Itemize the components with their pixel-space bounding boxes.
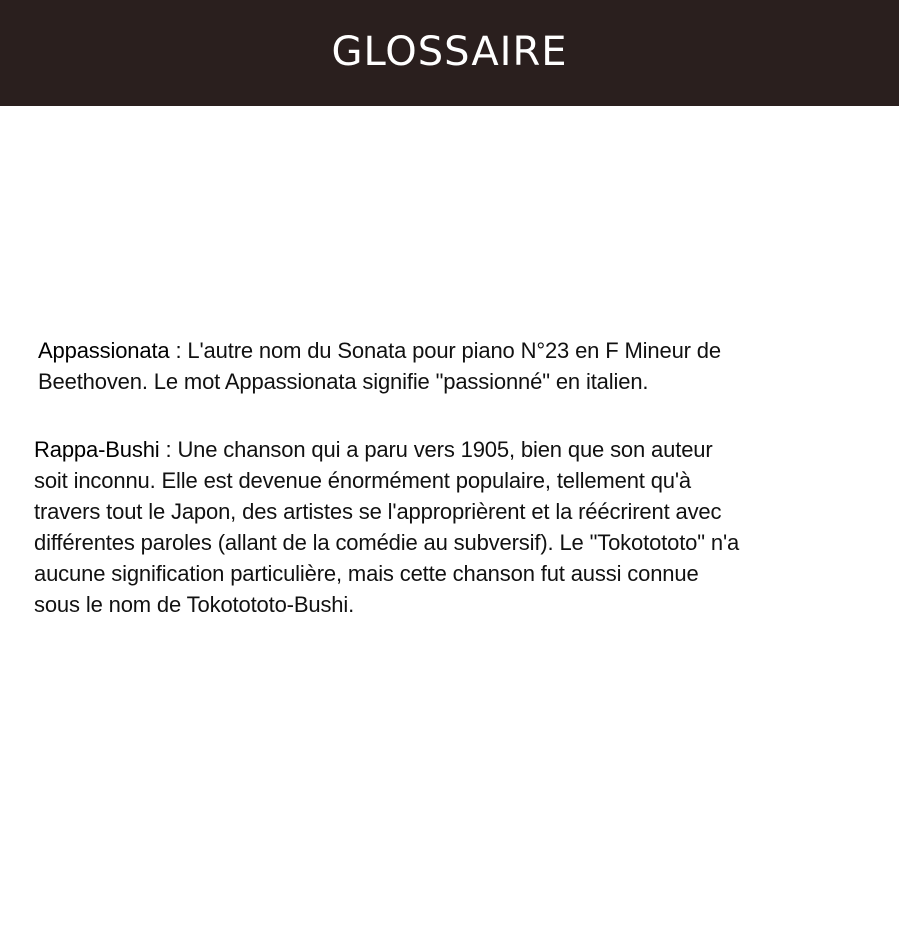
glossary-header <box>0 0 899 106</box>
glossary-entry-rappa-bushi <box>34 434 879 620</box>
definition-line: Beethoven. Le mot Appassionata signifie "passionné" en italien. <box>38 369 649 394</box>
term-separator: : <box>159 437 178 462</box>
glossary-term: Appassionata <box>38 338 170 363</box>
definition-line: différentes paroles (allant de la comédie au subversif). Le "Tokotototo" n'a <box>34 530 740 555</box>
glossary-term: Rappa-Bushi <box>34 437 160 462</box>
definition-line: Une chanson qui a paru vers 1905, bien que son auteur <box>177 437 713 462</box>
definition-line: aucune signification particulière, mais cette chanson fut aussi connue <box>34 561 699 586</box>
glossary-entry-appassionata <box>38 335 878 397</box>
definition-line: soit inconnu. Elle est devenue énormément populaire, tellement qu'à <box>34 468 692 493</box>
page-title: GLOSSAIRE <box>331 29 568 75</box>
definition-line: sous le nom de Tokotototo-Bushi. <box>34 592 355 617</box>
term-separator: : <box>169 338 188 363</box>
definition-line: L'autre nom du Sonata pour piano N°23 en F Mineur de <box>187 338 721 363</box>
definition-line: travers tout le Japon, des artistes se l'approprièrent et la réécrirent avec <box>34 499 722 524</box>
